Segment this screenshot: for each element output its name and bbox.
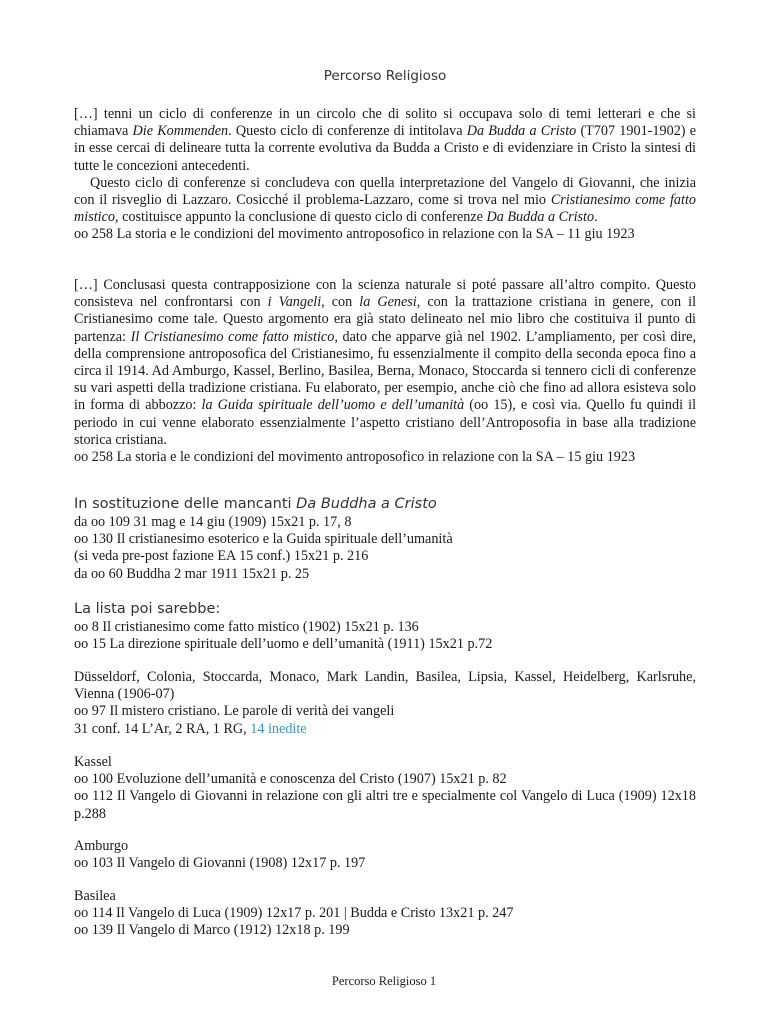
italic-title: i Vangeli: [267, 294, 322, 311]
text-run: .: [594, 209, 598, 226]
amburgo-section: [74, 838, 696, 872]
text-run: , costituisce appunto la conclusione di questo ciclo di conferenze: [114, 209, 487, 226]
substitution-heading: [74, 495, 696, 514]
basilea-line: oo 114 Il Vangelo di Luca (1909) 12x17 p. 201 | Budda e Cristo 13x21 p. 247: [74, 905, 514, 922]
text-run: 31 conf. 14 L’Ar, 2 RA, 1 RG,: [74, 720, 251, 737]
italic-title: Il Cristianesimo come fatto mistico: [130, 328, 335, 345]
substitution-line: da oo 60 Buddha 2 mar 1911 15x21 p. 25: [74, 565, 310, 582]
amburgo-line: oo 103 Il Vangelo di Giovanni (1908) 12x17 p. 197: [74, 855, 366, 872]
second-section: [74, 277, 696, 466]
list-line: oo 8 Il cristianesimo come fatto mistico (1902) 15x21 p. 136: [74, 619, 419, 635]
page-title: Percorso Religioso: [323, 68, 447, 84]
substitution-line: (si veda pre-post fazione EA 15 conf.) 15x21 p. 216: [74, 548, 369, 565]
italic-title: la Guida spirituale dell’uomo e dell’umanità: [201, 397, 465, 414]
amburgo-heading: Amburgo: [74, 838, 129, 854]
basilea-heading: Basilea: [74, 888, 116, 904]
source-reference-2: oo 258 La storia e le condizioni del movimento antroposofico in relazione con la SA – 15 giu 1923: [74, 449, 636, 466]
text-run: , dato che apparve già nel 1902. L’ampliamento, per così dire, della comprensione antroposofica del Cristianesimo, fu essenzialmente il compito della seconda epoca fino a circa il 1914. Ad Amburgo, Kassel, Berlino, Basilea, Berna, Monaco, Stoccarda si tennero cicli di conferenze su vari aspetti della tradizione cristiana. Fu elaborato, per esempio, anche ciò che fino ad allora esisteva solo in forma di abbozzo:: [74, 328, 696, 414]
intro-paragraph-1: [74, 106, 696, 175]
inedite-link[interactable]: 14 inedite: [250, 720, 307, 737]
kassel-heading: Kassel: [74, 754, 112, 770]
text-run: , con: [321, 294, 360, 311]
substitution-line: da oo 109 31 mag e 14 giu (1909) 15x21 p. 17, 8: [74, 514, 352, 530]
substitution-section: [74, 495, 696, 583]
italic-title: Die Kommenden: [132, 123, 229, 140]
intro-paragraph-2: [74, 175, 696, 227]
source-reference-1: oo 258 La storia e le condizioni del movimento antroposofico in relazione con la SA – 11 giu 1923: [74, 226, 635, 243]
heading-text: In sostituzione delle mancanti: [74, 496, 297, 512]
italic-title: Da Budda a Cristo: [486, 209, 595, 226]
text-run: […] tenni un ciclo di conferenze in un circolo che di solito si occupava solo di temi letterari e che si chiamava: [74, 106, 696, 140]
second-paragraph: [74, 277, 696, 449]
list-line: oo 15 La direzione spirituale dell’uomo e dell’umanità (1911) 15x21 p.72: [74, 636, 493, 653]
text-run: Questo ciclo di conferenze si concludeva con quella interpretazione del Vangelo di Giovanni, che inizia con il risveglio di Lazzaro. Cosicché il problema-Lazzaro, come si trova nel mio: [74, 174, 696, 209]
page-footer: Percorso Religioso 1: [331, 974, 437, 988]
cities-text: Düsseldorf, Colonia, Stoccarda, Monaco, Mark Landin, Basilea, Lipsia, Kassel, Heidelberg, Karlsruhe, Vienna (1906-07): [74, 669, 696, 703]
kassel-section: [74, 754, 696, 823]
text-run: , con la trattazione cristiana in genere, con il Cristianesimo come tale. Questo argomento era già stato delineato nel mio libro che costituiva il punto di partenza:: [74, 294, 697, 345]
cities-section: [74, 669, 696, 738]
kassel-line: oo 112 Il Vangelo di Giovanni in relazione con gli altri tre e specialmente col Vangelo di Luca (1909) 12x18 p.288: [74, 788, 696, 822]
text-run: (oo 15), e così via. Quello fu quindi il periodo in cui venne elaborato essenzialmente l’aspetto cristiano dell’Antroposofia in base alla tradizione storica cristiana.: [74, 397, 697, 448]
cities-line: [74, 721, 696, 738]
italic-title: la Genesi: [359, 294, 417, 311]
italic-title: Cristianesimo come fatto mistico: [74, 192, 696, 226]
cities-line: oo 97 Il mistero cristiano. Le parole di verità dei vangeli: [74, 703, 395, 720]
heading-italic: Da Buddha a Cristo: [296, 496, 437, 512]
list-section: [74, 600, 696, 653]
kassel-line: oo 100 Evoluzione dell’umanità e conoscenza del Cristo (1907) 15x21 p. 82: [74, 771, 507, 788]
list-heading: La lista poi sarebbe:: [74, 601, 221, 617]
basilea-line: oo 139 Il Vangelo di Marco (1912) 12x18 p. 199: [74, 922, 350, 939]
intro-section: [74, 106, 696, 244]
substitution-line: oo 130 Il cristianesimo esoterico e la Guida spirituale dell’umanità: [74, 531, 453, 548]
basilea-section: [74, 888, 696, 940]
text-run: (T707 1901-1902) e in esse cercai di delineare tutta la corrente evolutiva da Budda a Cristo e di evidenziare in Cristo la sintesi di tutte le concezioni antecedenti.: [74, 123, 696, 174]
text-run: . Questo ciclo di conferenze di intitolava: [228, 123, 467, 140]
text-run: […] Conclusasi questa contrapposizione con la scienza naturale si poté passare all’altro compito. Questo consisteva nel confrontarsi con: [74, 277, 696, 311]
italic-title: Da Budda a Cristo: [466, 123, 577, 140]
